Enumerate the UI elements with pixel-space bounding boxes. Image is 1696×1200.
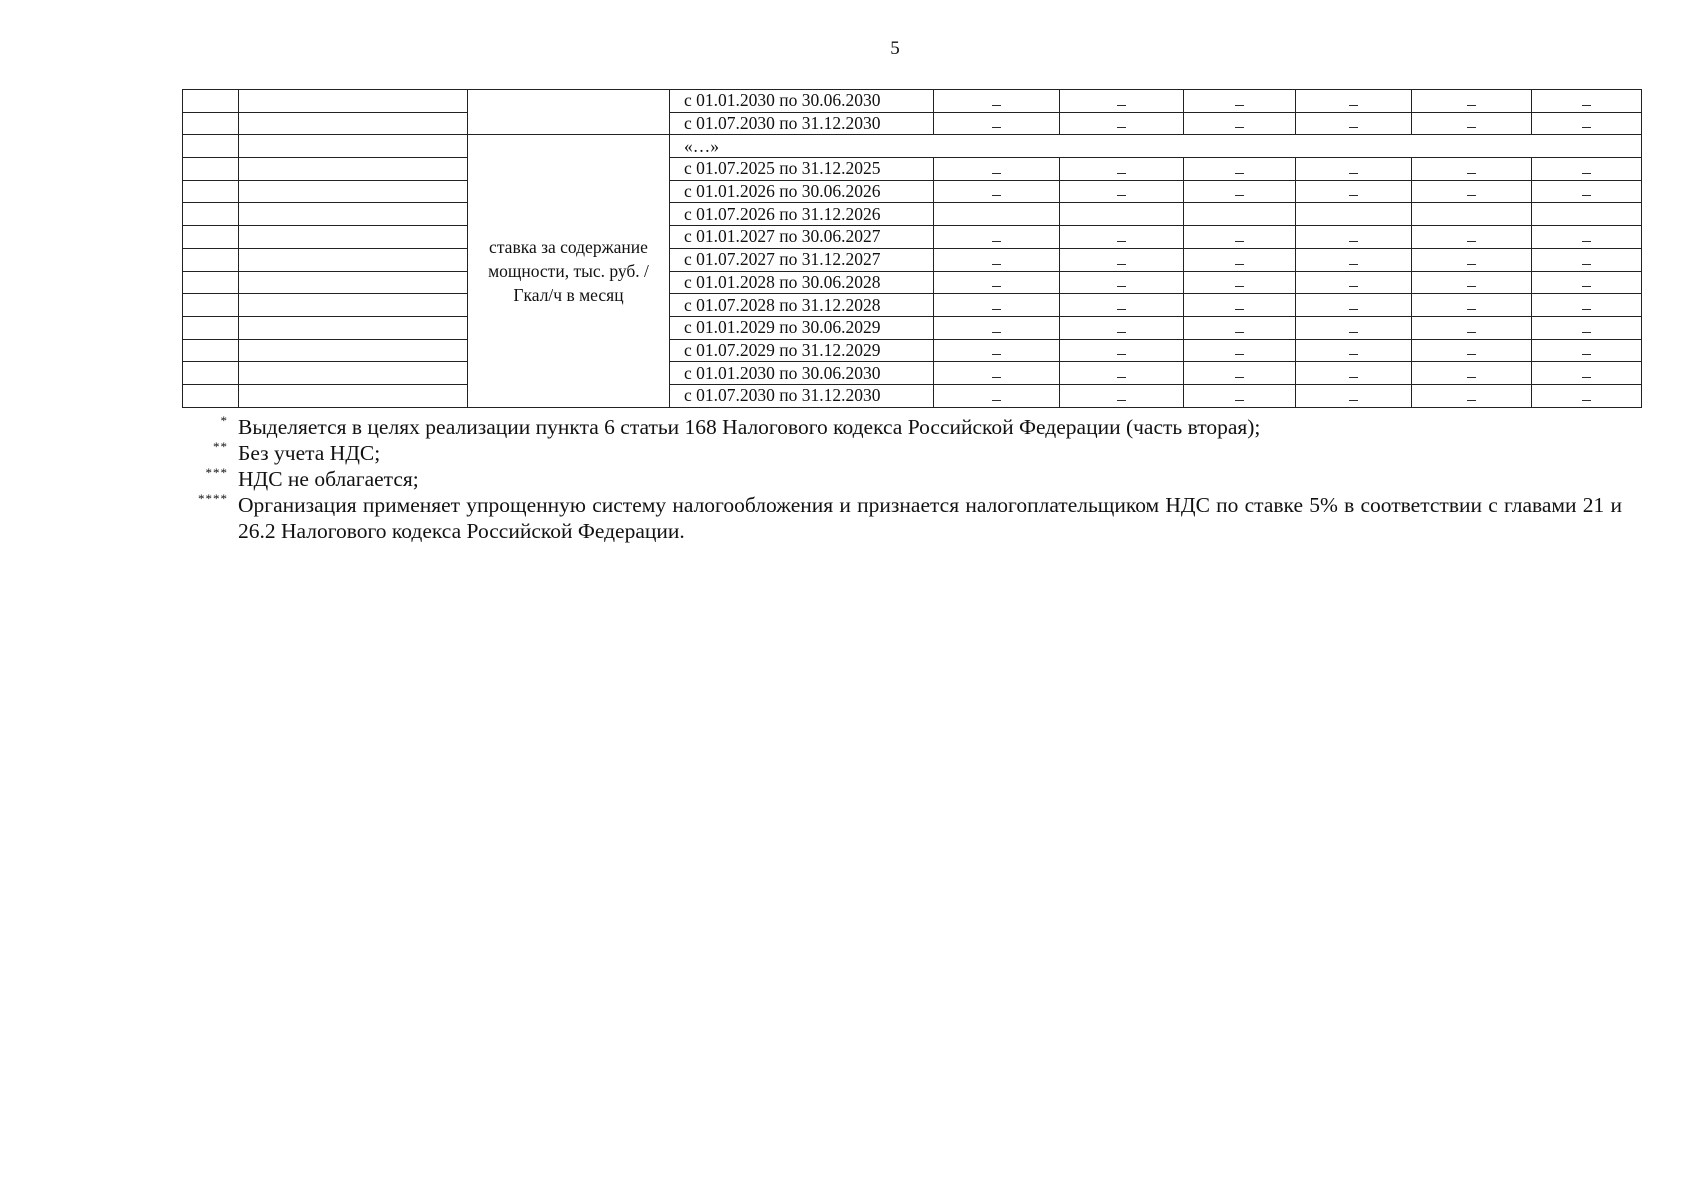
value-cell: – [934, 248, 1060, 271]
row-number-cell [183, 362, 239, 385]
name-cell [239, 339, 468, 362]
name-cell [239, 226, 468, 249]
period-cell: с 01.07.2030 по 31.12.2030 [670, 384, 934, 407]
value-cell: – [1412, 271, 1532, 294]
value-cell: – [1532, 226, 1642, 249]
value-cell: – [1412, 226, 1532, 249]
table-row [183, 158, 1642, 181]
period-cell: с 01.01.2029 по 30.06.2029 [670, 316, 934, 339]
value-cell: – [1060, 384, 1184, 407]
value-cell: – [1296, 90, 1412, 113]
period-cell: с 01.01.2027 по 30.06.2027 [670, 226, 934, 249]
footnote-mark: * [220, 413, 228, 428]
value-cell: – [1184, 90, 1296, 113]
value-cell: – [1412, 384, 1532, 407]
value-cell: – [1184, 384, 1296, 407]
value-cell: – [934, 180, 1060, 203]
table-row [183, 294, 1642, 317]
footnote-text: Организация применяет упрощенную систему налогообложения и признается налогоплательщиком НДС по ставке 5% в соответствии с главами 21 и 26.2 Налогового кодекса Российской Федерации. [238, 493, 1622, 543]
footnote-text: Выделяется в целях реализации пункта 6 статьи 168 Налогового кодекса Российской Федерации (часть вторая); [238, 415, 1261, 439]
table-row [183, 362, 1642, 385]
row-number-cell [183, 294, 239, 317]
value-cell [1412, 203, 1532, 226]
value-cell: – [1060, 248, 1184, 271]
value-cell: – [1060, 362, 1184, 385]
name-cell [239, 203, 468, 226]
table-row [183, 180, 1642, 203]
footnote-mark: ** [213, 439, 228, 454]
value-cell [1532, 203, 1642, 226]
row-number-cell [183, 271, 239, 294]
value-cell: – [1296, 248, 1412, 271]
value-cell: – [1060, 90, 1184, 113]
value-cell: – [934, 384, 1060, 407]
value-cell: – [1296, 271, 1412, 294]
value-cell: – [1532, 248, 1642, 271]
page-number: 5 [890, 38, 900, 59]
footnote [182, 492, 1622, 544]
period-cell: с 01.07.2030 по 31.12.2030 [670, 112, 934, 135]
value-cell: – [934, 112, 1060, 135]
table-row [183, 248, 1642, 271]
value-cell: – [934, 294, 1060, 317]
value-cell: – [1184, 294, 1296, 317]
value-cell: – [1532, 158, 1642, 181]
value-cell: – [1184, 339, 1296, 362]
value-cell: – [1296, 339, 1412, 362]
value-cell [1060, 203, 1184, 226]
name-cell [239, 362, 468, 385]
value-cell: – [1184, 316, 1296, 339]
value-cell: – [1412, 316, 1532, 339]
row-number-cell [183, 384, 239, 407]
row-number-cell [183, 158, 239, 181]
period-cell: с 01.01.2030 по 30.06.2030 [670, 362, 934, 385]
footnote [182, 466, 1622, 492]
name-cell [239, 112, 468, 135]
period-cell: с 01.01.2030 по 30.06.2030 [670, 90, 934, 113]
value-cell: – [1184, 158, 1296, 181]
value-cell: – [1532, 294, 1642, 317]
table-row [183, 271, 1642, 294]
name-cell [239, 135, 468, 158]
row-number-cell [183, 90, 239, 113]
name-cell [239, 316, 468, 339]
value-cell: – [1060, 339, 1184, 362]
value-cell: – [1412, 180, 1532, 203]
value-cell: – [1060, 180, 1184, 203]
row-number-cell [183, 112, 239, 135]
value-cell: – [1184, 180, 1296, 203]
value-cell: – [1412, 158, 1532, 181]
value-cell [1296, 203, 1412, 226]
footnote-text: НДС не облагается; [238, 467, 419, 491]
value-cell: – [934, 339, 1060, 362]
value-cell [934, 203, 1060, 226]
row-number-cell [183, 203, 239, 226]
value-cell: – [1532, 362, 1642, 385]
value-cell: – [1532, 271, 1642, 294]
value-cell: – [1060, 158, 1184, 181]
value-cell: – [1532, 112, 1642, 135]
period-cell: с 01.07.2026 по 31.12.2026 [670, 203, 934, 226]
value-cell: – [1412, 90, 1532, 113]
value-cell: – [1184, 362, 1296, 385]
footnotes [182, 414, 1622, 544]
value-cell: – [1412, 362, 1532, 385]
period-cell: с 01.07.2027 по 31.12.2027 [670, 248, 934, 271]
name-cell [239, 180, 468, 203]
period-cell: с 01.01.2028 по 30.06.2028 [670, 271, 934, 294]
value-cell: – [934, 362, 1060, 385]
name-cell [239, 248, 468, 271]
rate-label-cell: ставка за содержание мощности, тыс. руб. /Гкал/ч в месяц [468, 135, 670, 407]
value-cell: – [1184, 271, 1296, 294]
name-cell [239, 158, 468, 181]
name-cell [239, 294, 468, 317]
value-cell: – [1412, 248, 1532, 271]
footnote [182, 414, 1622, 440]
value-cell: – [1296, 362, 1412, 385]
value-cell: – [1184, 226, 1296, 249]
table-row [183, 339, 1642, 362]
table-row [183, 112, 1642, 135]
value-cell: – [1532, 180, 1642, 203]
table-row [183, 226, 1642, 249]
row-number-cell [183, 226, 239, 249]
value-cell: – [934, 90, 1060, 113]
value-cell: – [934, 158, 1060, 181]
period-cell: с 01.01.2026 по 30.06.2026 [670, 180, 934, 203]
footnote-mark: *** [205, 465, 228, 480]
value-cell: – [1412, 294, 1532, 317]
table-row [183, 316, 1642, 339]
value-cell: – [1184, 112, 1296, 135]
period-cell: с 01.07.2028 по 31.12.2028 [670, 294, 934, 317]
value-cell: – [1060, 316, 1184, 339]
footnote-mark: **** [198, 491, 228, 506]
value-cell: – [1296, 226, 1412, 249]
value-cell [1184, 203, 1296, 226]
value-cell: – [934, 226, 1060, 249]
tariff-table [182, 89, 1642, 408]
ellipsis-cell: «…» [670, 135, 1642, 158]
name-cell [239, 90, 468, 113]
row-number-cell [183, 135, 239, 158]
value-cell: – [934, 316, 1060, 339]
value-cell: – [1532, 384, 1642, 407]
value-cell: – [1532, 316, 1642, 339]
value-cell: – [1060, 294, 1184, 317]
footnote [182, 440, 1622, 466]
row-number-cell [183, 339, 239, 362]
value-cell: – [1532, 90, 1642, 113]
row-number-cell [183, 316, 239, 339]
period-cell: с 01.07.2029 по 31.12.2029 [670, 339, 934, 362]
value-cell: – [1296, 112, 1412, 135]
value-cell: – [1532, 339, 1642, 362]
value-cell: – [1060, 112, 1184, 135]
row-number-cell [183, 180, 239, 203]
table-row [183, 135, 1642, 158]
value-cell: – [1296, 384, 1412, 407]
indicator-cell [468, 90, 670, 135]
value-cell: – [1412, 112, 1532, 135]
value-cell: – [1412, 339, 1532, 362]
value-cell: – [1184, 248, 1296, 271]
table-row [183, 384, 1642, 407]
table-row [183, 90, 1642, 113]
value-cell: – [934, 271, 1060, 294]
period-cell: с 01.07.2025 по 31.12.2025 [670, 158, 934, 181]
name-cell [239, 384, 468, 407]
name-cell [239, 271, 468, 294]
value-cell: – [1296, 158, 1412, 181]
value-cell: – [1296, 294, 1412, 317]
value-cell: – [1296, 180, 1412, 203]
table-row [183, 203, 1642, 226]
value-cell: – [1060, 226, 1184, 249]
row-number-cell [183, 248, 239, 271]
value-cell: – [1060, 271, 1184, 294]
footnote-text: Без учета НДС; [238, 441, 381, 465]
value-cell: – [1296, 316, 1412, 339]
